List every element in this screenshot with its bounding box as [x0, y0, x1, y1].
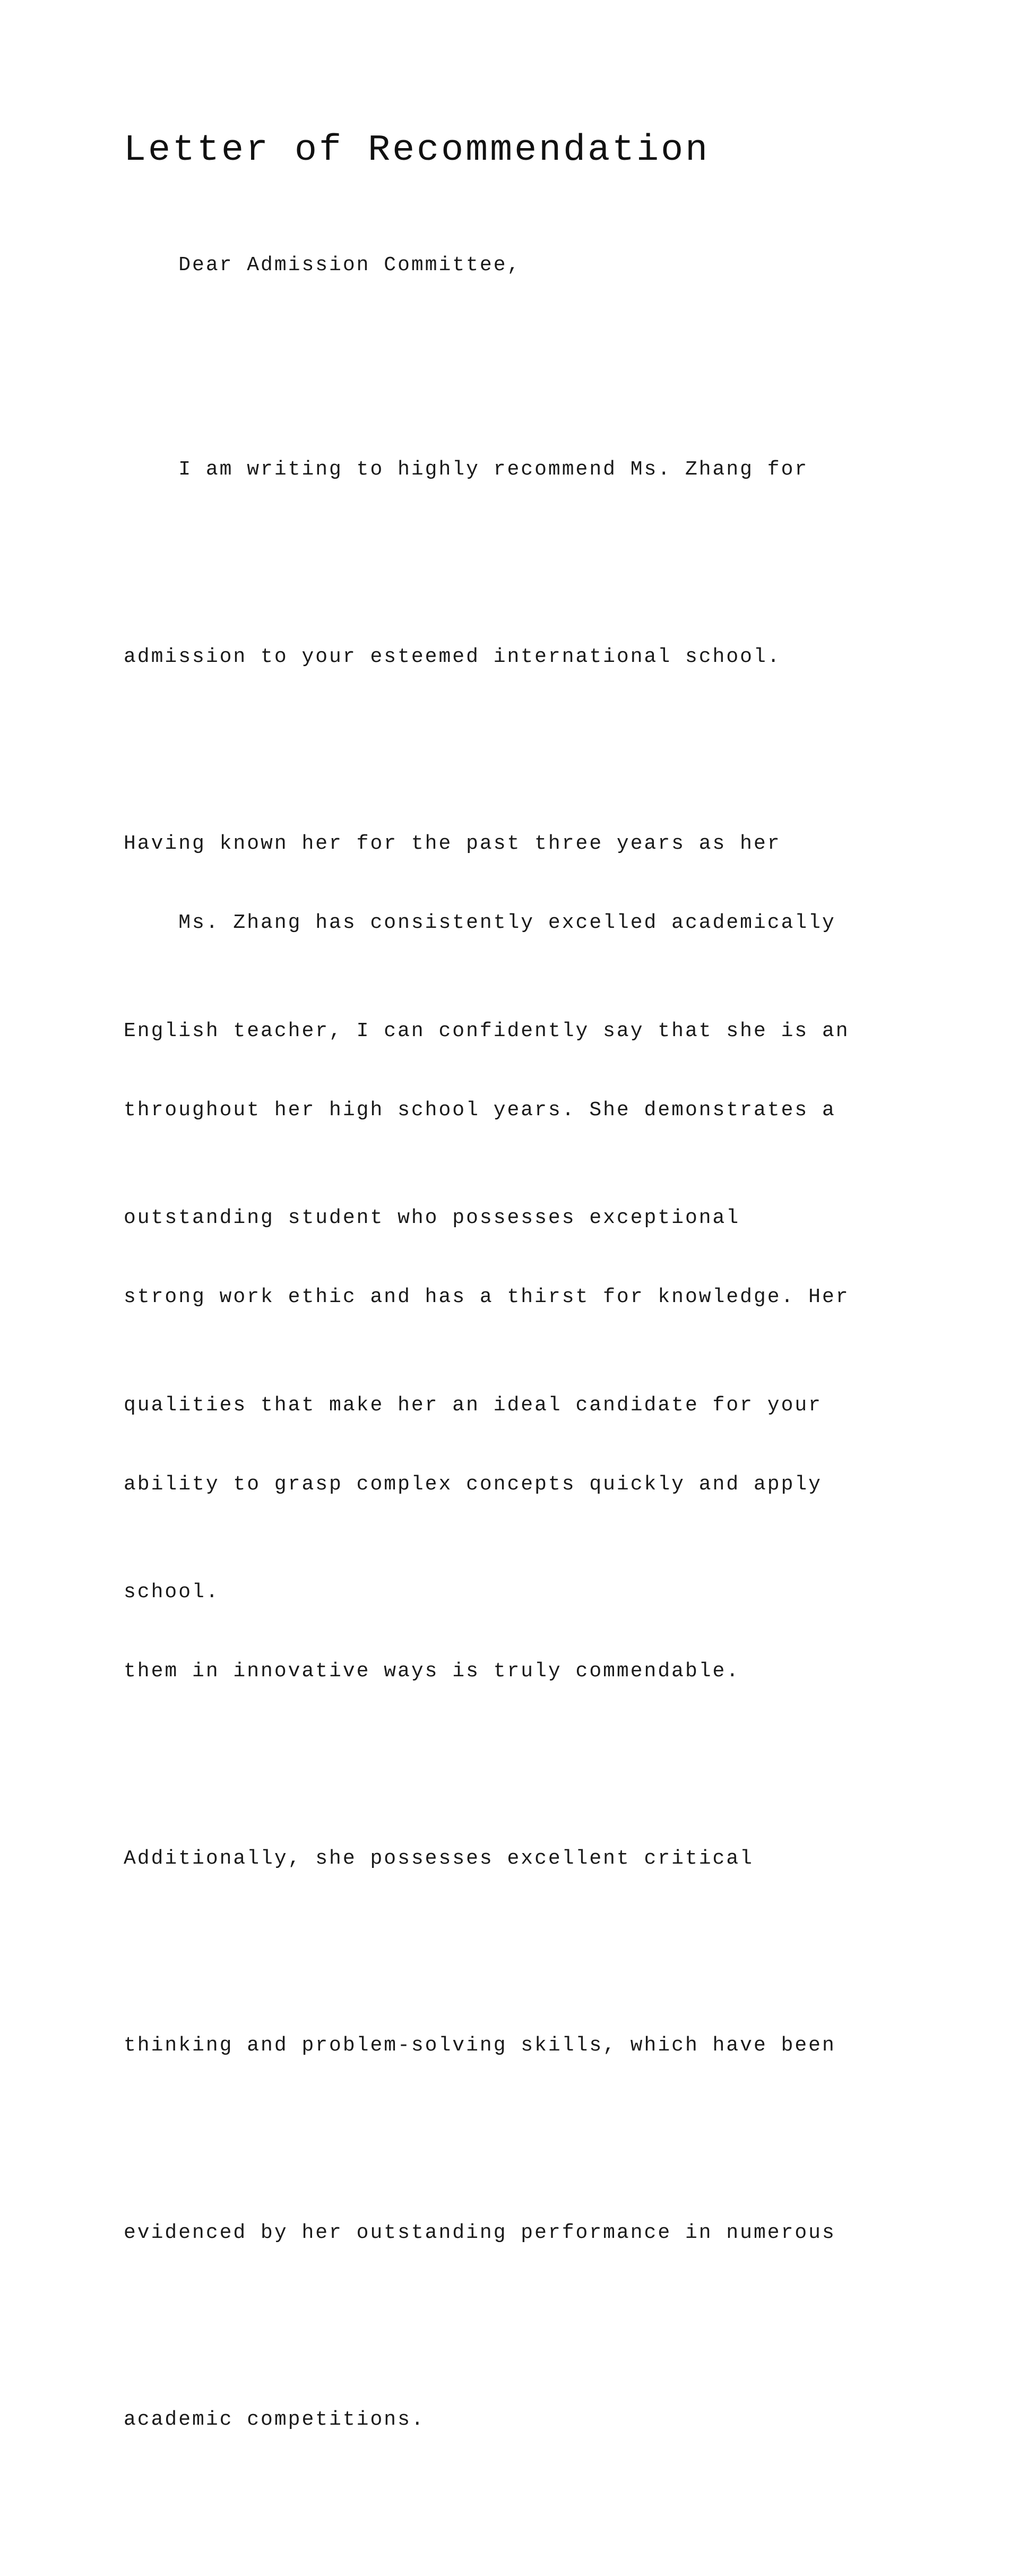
paragraph-line: evidenced by her outstanding performance in numerous — [124, 2221, 836, 2244]
paragraph-line: Having known her for the past three years as her — [124, 832, 781, 855]
paragraph-line: I am writing to highly recommend Ms. Zhang for — [124, 458, 809, 481]
paragraph-line: qualities that make her an ideal candidate for your — [124, 1393, 822, 1417]
paragraph-line: ability to grasp complex concepts quickly and apply — [124, 1472, 822, 1496]
paragraph-line: admission to your esteemed international school. — [124, 645, 781, 668]
paragraph-line: English teacher, I can confidently say that she is an — [124, 1019, 850, 1043]
paragraph-line: outstanding student who possesses exceptional — [124, 1207, 740, 1229]
paragraph-line: thinking and problem-solving skills, which have been — [124, 2034, 836, 2057]
paragraph-line: Additionally, she possesses excellent critical — [124, 1847, 754, 1870]
paragraph-line: throughout her high school years. She demonstrates a — [124, 1098, 836, 1122]
paragraph-line: strong work ethic and has a thirst for knowledge. Her — [124, 1286, 850, 1308]
salutation: Dear Admission Committee, — [124, 254, 521, 277]
letter-title: Letter of Recommendation — [124, 130, 710, 171]
paragraph-line: academic competitions. — [124, 2408, 425, 2431]
paragraph-line: school. — [124, 1581, 220, 1604]
paragraph-line: them in innovative ways is truly commendable. — [124, 1660, 740, 1683]
paragraph-academics — [124, 767, 920, 2576]
paragraph-line: Ms. Zhang has consistently excelled academically — [124, 911, 836, 934]
